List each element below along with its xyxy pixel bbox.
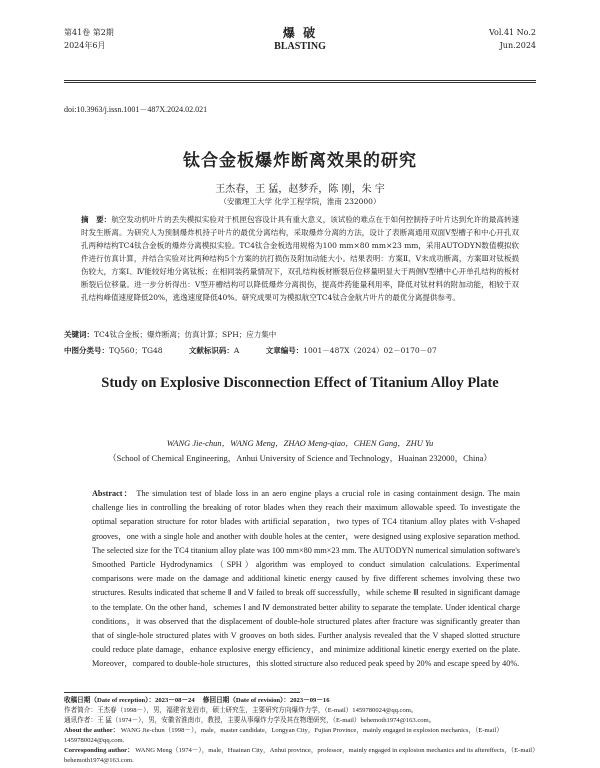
doc-code-value: A	[233, 346, 240, 355]
clc-label: 中图分类号：	[64, 346, 109, 355]
classification-line	[64, 345, 536, 356]
doi: doi:10.3963/j.issn.1001－487X.2024.02.021	[64, 105, 208, 114]
keywords-cn-text: TC4钛合金板；爆炸断离；仿真计算；SPH；应力集中	[94, 330, 277, 339]
abstract-en	[92, 487, 520, 672]
affiliation-en: （School of Chemical Engineering，Anhui University of Science and Technology，Huainan 232000，China）	[108, 453, 492, 463]
about-author-text: WANG Jie-chun（1998－），male，master candidate，Longyan City，Fujian Province，mainly engaged in explosion mechanics，（E-mail）1459780024@qq.com.	[64, 727, 503, 744]
corresponding-en	[64, 746, 536, 766]
article-number-value: 1001－487X（2024）02－0170－07	[303, 346, 437, 355]
corresponding-text: WANG Meng（1974－），male，Huainan City，Anhui province，professor，mainly engaged in explosion mechanics and its aftereffects，（E-mail）behemoth1974@163.com.	[64, 747, 536, 764]
corresponding-cn: 通讯作者：王 猛（1974－），男，安徽省淮南市，教授，主要从事爆炸力学及其在物理研究，（E-mail）behemoth1974@163.com。	[64, 717, 436, 724]
header-volume-en: Vol.41 No.2	[489, 28, 536, 37]
author-bio-cn: 作者简介：王杰春（1998－），男，福建省龙岩市，硕士研究生，主要研究方向爆炸力学，（E-mail）1459780024@qq.com。	[64, 707, 418, 714]
authors-cn: 王杰春，王 猛，赵梦乔，陈 刚，朱 宇	[215, 184, 385, 195]
clc-value: TQ560；TG48	[109, 346, 163, 355]
abstract-en-text: The simulation test of blade loss in an aero engine plays a crucial role in casing containment design. The main challenge lies in controlling the breaking of rotor blades when they reach their maximum allowable speed. To investigate the optimal separation structure for rotor blades with artificial separation，two types of TC4 titanium alloy plates with V-shaped grooves，one with a single hole and another with double holes at the center，were designed using explosive separation method. The selected size for the TC4 titanium alloy plate was 100 mm×80 mm×23 mm. The AUTODYN numerical simulation software's Smoothed Particle Hydrodynamics（SPH）algorithm was employed to conduct simulation calculations. Experimental comparisons were made on the damage and additional kinetic energy caused by five different schemes involving these two structures. Results indicated that scheme Ⅱ and Ⅴ failed to break off successfully，while scheme Ⅲ resulted in significant damage to the template. On the other hand，schemes Ⅰ and Ⅳ demonstrated better ability to separate the template. Under identical charge conditions，it was observed that the displacement of double-hole structured plates after fracture was significantly greater than that of single-hole structured plates with V grooves on both sides. Further analysis revealed that the V shaped slotted structure could reduce plate damage，enhance explosive energy efficiency，and minimize additional kinetic energy exerted on the plate. Moreover，compared to double-hole structures，this slotted structure also reduced peak speed by 20% and escape speed by 40%.	[92, 489, 521, 669]
keywords-cn	[64, 329, 536, 340]
authors-en: WANG Jie-chun，WANG Meng，ZHAO Meng-qiao，CHEN Gang，ZHU Yu	[166, 438, 434, 448]
journal-name-cn: 爆 破	[282, 26, 318, 40]
title-en: Study on Explosive Disconnection Effect of Titanium Alloy Plate	[101, 375, 499, 391]
doc-code-label: 文献标识码：	[188, 346, 234, 355]
abstract-cn	[81, 213, 519, 304]
header-date-en: Jun.2024	[499, 41, 536, 50]
abstract-cn-label: 摘 要：	[81, 215, 112, 224]
header-volume-cn: 第41卷 第2期	[64, 28, 114, 37]
about-author-label: About the author：	[64, 727, 120, 734]
abstract-en-label: Abstract：	[92, 489, 134, 498]
affiliation-cn: （安徽理工大学 化学工程学院，淮南 232000）	[219, 197, 381, 206]
header-center	[64, 26, 536, 53]
header-rule	[64, 80, 536, 81]
journal-header	[64, 26, 536, 76]
footnotes	[64, 696, 536, 766]
article-number-label: 文章编号：	[265, 346, 304, 355]
abstract-cn-text: 航空发动机叶片的丢失模拟实验对于机匣包容设计具有重大意义，该试验的难点在于如何控制持子叶片达到允许的最高转速时发生断离。为研究人为预制爆炸机持子叶片的最优分离结构，采取爆炸分离的方法，设计了表断离通用双面V型槽子和中心开孔双孔两种结构TC4钛合金板的爆炸分离模拟实验。TC4钛合金板选用规格为100 mm×80 mm×23 mm，采用AUTODYN数值模拟软件进行仿真计算，并结合实验对比两种结构5个方案的抗打损伤及附加动能大小。结果表明：方案Ⅱ、Ⅴ未成功断离，方案Ⅲ对钛板损伤较大，方案Ⅰ、Ⅳ能较好地分离钛板；在相同装药量情况下，双孔结构板材断裂后位移量明显大于两侧V型槽中心开单孔结构的板材断裂后位移量。进一步分析得出：V型开槽结构可以降低爆炸分离损伤，提高炸药能量利用率，降低对钛材料的附加动能，相较于双孔结构峰值速度降低20%，逃逸速度降低40%。研究成果可为模拟航空TC4钛合金航片叶片的最优分离提供参考。	[81, 215, 520, 302]
footnote-rule	[64, 692, 300, 693]
about-author-en	[64, 726, 536, 746]
header-rule-thin	[64, 82, 536, 83]
corresponding-label: Corresponding author：	[64, 747, 134, 754]
received-date: 收稿日期（Date of reception）：2023－08－24	[64, 697, 195, 704]
title-cn: 钛合金板爆炸断离效果的研究	[183, 151, 417, 171]
footnote-dates	[64, 696, 536, 706]
keywords-cn-label: 关键词：	[64, 330, 94, 339]
revised-date: 修回日期（Date of revision）：2023－09－16	[202, 697, 330, 704]
header-date-cn: 2024年6月	[64, 41, 106, 50]
header-right	[489, 26, 536, 52]
journal-name-en: BLASTING	[274, 41, 326, 52]
